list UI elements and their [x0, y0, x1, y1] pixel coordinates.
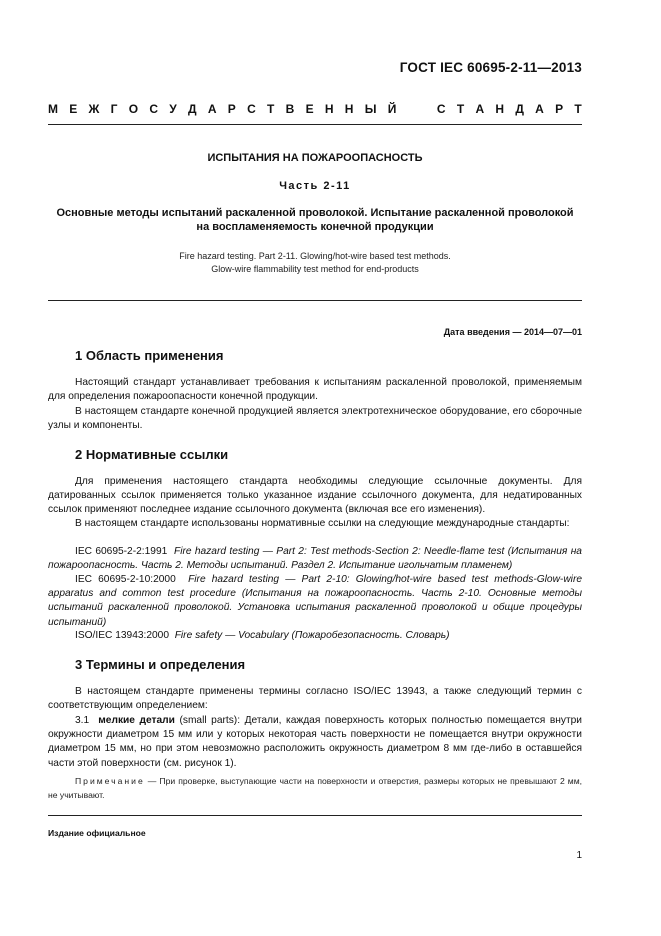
footer-divider [48, 815, 582, 816]
term-number: 3.1 [75, 715, 90, 726]
reference-1-text: Fire hazard testing — Part 2: Test methods-Section 2: Needle-flame test (Испытания на пожароопасность. Часть 2. Методы испытаний. Раздел 2. Испытание игольчатым пламенем) [48, 546, 582, 572]
heading-letter: Т [574, 102, 582, 116]
heading-letter: Д [188, 102, 197, 116]
heading-letter: О [128, 102, 139, 116]
note [48, 775, 582, 802]
heading-letter: Н [324, 102, 334, 116]
document-code: ГОСТ IEC 60695-2-11—2013 [399, 60, 582, 75]
term-name: мелкие детали [98, 715, 175, 726]
reference-2 [48, 573, 582, 630]
heading-letter: Т [267, 102, 275, 116]
reference-3 [48, 629, 582, 643]
heading-letter: М [48, 102, 58, 116]
heading-letter: Н [344, 102, 354, 116]
heading-letter: С [247, 102, 256, 116]
heading-letter: А [535, 102, 544, 116]
english-title [48, 250, 582, 276]
term-english: (small parts): [179, 715, 241, 726]
standard-subtitle [48, 206, 582, 234]
mid-divider [48, 300, 582, 301]
standard-title: ИСПЫТАНИЯ НА ПОЖАРООПАСНОСТЬ [207, 152, 423, 164]
section-1-paragraph-1: Настоящий стандарт устанавливает требования к испытаниям раскаленной проволокой, применяемым для определения пожароопасности конечной продукции. [48, 377, 582, 403]
heading-letter: Г [110, 102, 118, 116]
heading-letter: А [475, 102, 485, 116]
interstate-standard-heading [48, 102, 582, 116]
section-3-heading: 3 Термины и определения [75, 657, 246, 672]
section-2-heading: 2 Нормативные ссылки [75, 447, 229, 462]
section-1-paragraph-2: В настоящем стандарте конечной продукцией является электротехническое оборудование, его сборочные узлы и компоненты. [48, 406, 582, 432]
term-definition-text: Детали, каждая поверхность которых полностью помещается внутри окружности диаметром 15 мм или у которых некоторая часть поверхности не помещается внутри окружности диаметром 15 мм, но при этом невозможно расположить окружность диаметром 8 мм где-либо в оставшейся части этой поверхности (см. рисунок 1). [48, 715, 582, 769]
word-gap [408, 102, 426, 116]
note-text: — При проверке, выступающие части на поверхности и отверстия, размеры которых не превышают 2 мм, не учитывают. [48, 776, 582, 800]
heading-letter: Е [305, 102, 314, 116]
heading-letter: Н [495, 102, 505, 116]
english-title-line-2: Glow-wire flammability test method for end-products [211, 264, 419, 274]
introduction-date: Дата введения — 2014—07—01 [443, 327, 582, 337]
reference-1 [48, 545, 582, 573]
section-2-paragraph-2: В настоящем стандарте использованы нормативные ссылки на следующие международные стандарты: [75, 518, 570, 529]
standard-part: Часть 2-11 [279, 180, 351, 192]
heading-letter: Ж [88, 102, 100, 116]
reference-3-text: Fire safety — Vocabulary (Пожаробезопасность. Словарь) [174, 630, 450, 641]
reference-2-code: IEC 60695-2-10:2000 [75, 574, 176, 585]
term-definition [48, 714, 582, 771]
heading-letter: Т [456, 102, 465, 116]
heading-letter: Й [387, 102, 397, 116]
heading-letter: С [149, 102, 159, 116]
reference-1-code: IEC 60695-2-2:1991 [75, 546, 168, 557]
official-edition-label: Издание официальное [48, 828, 146, 838]
reference-3-code: ISO/IEC 13943:2000 [75, 630, 170, 641]
heading-letter: Р [227, 102, 236, 116]
heading-letter: Д [515, 102, 524, 116]
english-title-line-1: Fire hazard testing. Part 2-11. Glowing/hot-wire based test methods. [179, 251, 451, 261]
section-2-paragraph-1: Для применения настоящего стандарта необходимы следующие ссылочные документы. Для датированных ссылок применяется только указанное издание ссылочного документа, для недатированных ссылок применяют последнее издание ссылочного документа (включая все его изменения). [48, 476, 582, 516]
heading-letter: С [436, 102, 446, 116]
heading-letter: В [285, 102, 295, 116]
heading-letter: Ы [364, 102, 377, 116]
section-3-paragraph-1: В настоящем стандарте применены термины согласно ISO/IEC 13943, а также следующий термин с соответствующим определением: [48, 686, 582, 712]
heading-letter: А [207, 102, 217, 116]
heading-letter: Р [555, 102, 564, 116]
heading-letter: Е [69, 102, 78, 116]
subtitle-line-1: Основные методы испытаний раскаленной проволокой. Испытание раскаленной проволокой [56, 207, 574, 219]
subtitle-line-2: на воспламеняемость конечной продукции [196, 221, 434, 233]
section-1-heading: 1 Область применения [75, 348, 224, 363]
top-divider [48, 124, 582, 125]
page-number: 1 [576, 850, 582, 861]
heading-letter: У [169, 102, 177, 116]
note-label: Примечание [75, 776, 145, 786]
reference-2-text: Fire hazard testing — Part 2-10: Glowing/hot-wire based test methods-Glow-wire apparatus and common test procedure (Испытания на пожароопасность. Часть 2-10. Основные методы испытаний раскаленной проволокой. Установка испытания раскаленной проволокой и общие процедуры испытаний) [48, 574, 583, 628]
